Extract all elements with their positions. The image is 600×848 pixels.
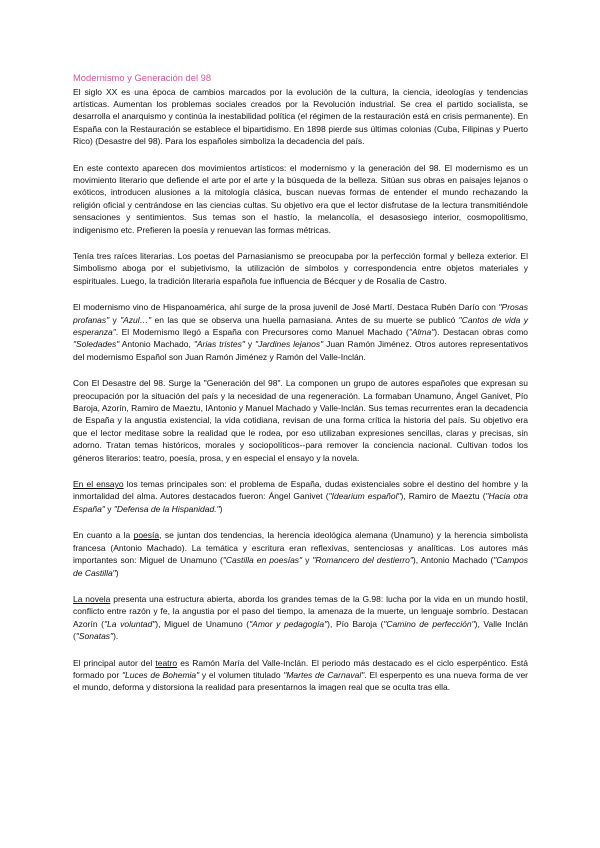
paragraph-novela: La novela presenta una estructura abierta, aborda los grandes temas de la G.98: lucha por la vida en un mundo hostil, conflicto entre razón y fe, la angustia por el paso del tiempo, la amenaza de la muerte, un lenguaje sombrío. Destacan Azorín ("La voluntad"), Miguel de Unamuno ("Amor y pedagogía"), Pío Baroja ("Camino de perfección"), Valle Inclán ("Sonatas"). [73, 593, 529, 642]
document-title: Modernismo y Generación del 98 [73, 72, 212, 83]
paragraph-ensayo: En el ensayo los temas principales son: el problema de España, dudas existenciales sobre el destino del hombre y la inmortalidad del alma. Autores destacados fueron: Ángel Ganivet ("Idearium español"), Ramiro de Maeztu ("Hacia otra España" y "Defensa de la Hispanidad.") [73, 479, 528, 514]
paragraph-modernismo: El modernismo vino de Hispanoamérica, ahí surge de la prosa juvenil de José Martí. Destaca Rubén Darío con "Prosas profanas" y "Azul…" en las que se observa una huella parnasiana. Antes de su muerte se publicó "Cantos de vida y esperanza". El Modernismo llegó a España con Precursores como Manuel Machado ("Alma"). Destacan obras como "Soledades" Antonio Machado, "Arias tristes" y "Jardines lejanos" Juan Ramón Jiménez. Otros autores representativos del modernismo Español son Juan Ramón Jiménez y Ramón del Valle-Inclán. [73, 302, 529, 362]
paragraph-generacion-98: Con El Desastre del 98. Surge la "Generación del 98". La componen un grupo de autores españoles que expresan su preocupación por la situación del país y la necesidad de una regeneración. La formaban Unamuno, Ángel Ganivet, Pío Baroja, Azorín, Ramiro de Maeztu, IAntonio y Manuel Machado y Valle-Inclán. Sus temas recurrentes eran la decadencia de España y la angustia existencial, la vida cotidiana, revisan de una forma crítica la historia del país. Su objetivo era que el lector meditase sobre la realidad que le rodea, por eso utilizaban expresiones sencillas, claras y precisas, sin adorno. Tratan temas históricos, morales y sociopolíticos--para remover la conciencia nacional. Cultivan todos los géneros literarios: teatro, poesía, prosa, y en especial el ensayo y la novela. [73, 378, 528, 463]
paragraph-movements: En este contexto aparecen dos movimientos artísticos: el modernismo y la generación del 98. El modernismo es un movimiento literario que defiende el arte por el arte y la búsqueda de la belleza. Sitúan sus obras en paisajes lejanos o exóticos, introducen alusiones a la mitología clásica, buscan nuevas formas de entender el mundo rechazando la religión oficial y centrándose en las ciencias cultas. Su objetivo era que el lector disfrutase de la lectura transmitiéndole sensaciones y sentimientos. Sus temas son el hastío, la melancolía, el desasosiego interior, cosmopolitismo, indigenismo etc. Prefieren la poesía y renuevan las formas métricas. [73, 162, 528, 235]
paragraph-context: El siglo XX es una época de cambios marcados por la evolución de la cultura, la ciencia, ideologías y tendencias artísticas. Aumentan los problemas sociales creados por la Revolución industrial. Se crea el partido socialista, se desarrolla el anarquismo y continúa la inestabilidad política (el régimen de la restauración está en crisis permanente). En España con la Restauración se establece el bipartidismo. En 1898 pierde sus últimas colonias (Cuba, Filipinas y Puerto Rico) (Desastre del 98). Para los españoles simboliza la decadencia del país. [73, 86, 528, 147]
paragraph-poesia: En cuanto a la poesía, se juntan dos tendencias, la herencia ideológica alemana (Unamuno) y la herencia simbolista francesa (Antonio Machado). La temática y escritura eran reflexivas, sentenciosas y analíticas. Los autores más importantes son: Miguel de Unamuno ("Castilla en poesías" y "Romancero del destierro"), Antonio Machado ("Campos de Castilla") [73, 530, 529, 578]
paragraph-teatro: El principal autor del teatro es Ramón María del Valle-Inclán. El periodo más destacado es el ciclo esperpéntico. Está formado por "Luces de Bohemia" y el volumen titulado "Martes de Carnaval". El esperpento es una nueva forma de ver el mundo, deforma y distorsiona la realidad para presentarnos la imagen real que se oculta tras ella. [73, 657, 529, 693]
document-page [73, 72, 528, 694]
paragraph-roots: Tenía tres raíces literarias. Los poetas del Parnasianismo se preocupaba por la perfección formal y belleza exterior. El Simbolismo aboga por el subjetivismo, la utilización de símbolos y correspondencia entre objetos materiales y espirituales. Luego, la tradición literaria española fue influencia de Bécquer y de Rosalía de Castro. [73, 250, 528, 286]
